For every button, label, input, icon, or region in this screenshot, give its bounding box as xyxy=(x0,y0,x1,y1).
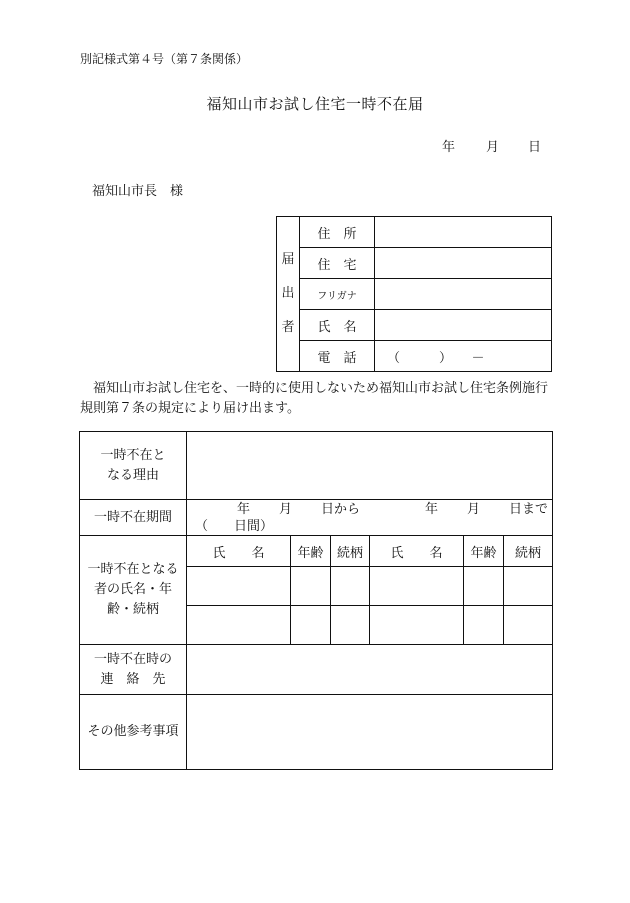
address-field[interactable] xyxy=(375,217,552,248)
person-cell[interactable] xyxy=(504,606,553,645)
residence-label: 住 宅 xyxy=(300,248,375,279)
document-title: 福知山市お試し住宅一時不在届 xyxy=(206,95,424,113)
other-label: その他参考事項 xyxy=(80,695,187,770)
intro-text: 福知山市お試し住宅を、一時的に使用しないため福知山市お試し住宅条例施行規則第７条の規定により届け出ます。 xyxy=(80,381,549,416)
person-cell[interactable] xyxy=(370,606,464,645)
applicant-table xyxy=(276,216,552,372)
person-cell[interactable] xyxy=(291,606,331,645)
applicant-group-label: 届 出 者 xyxy=(277,217,300,372)
col-relation-2: 続柄 xyxy=(504,536,553,567)
period-label: 一時不在期間 xyxy=(80,500,187,536)
col-relation-1: 続柄 xyxy=(331,536,370,567)
person-cell[interactable] xyxy=(370,567,464,606)
person-cell[interactable] xyxy=(187,606,291,645)
person-cell[interactable] xyxy=(331,606,370,645)
furigana-label: フリガナ xyxy=(300,279,375,310)
absence-table xyxy=(79,431,553,770)
contact-label: 一時不在時の連 絡 先 xyxy=(80,645,187,695)
period-days: （ 日間） xyxy=(195,518,274,534)
col-age-2: 年齢 xyxy=(464,536,504,567)
reason-field[interactable] xyxy=(187,432,553,500)
reason-label: 一時不在となる理由 xyxy=(80,432,187,500)
person-cell[interactable] xyxy=(464,606,504,645)
furigana-field[interactable] xyxy=(375,279,552,310)
name-label: 氏 名 xyxy=(300,310,375,341)
contact-field[interactable] xyxy=(187,645,553,695)
persons-label: 一時不在となる者の氏名・年齢・続柄 xyxy=(80,536,187,645)
person-cell[interactable] xyxy=(187,567,291,606)
name-field[interactable] xyxy=(375,310,552,341)
date-day: 日 xyxy=(528,140,542,155)
other-field[interactable] xyxy=(187,695,553,770)
date-year: 年 xyxy=(442,140,456,155)
phone-field[interactable]: （ ） － xyxy=(375,341,552,372)
phone-label: 電 話 xyxy=(300,341,375,372)
person-cell[interactable] xyxy=(464,567,504,606)
person-cell[interactable] xyxy=(291,567,331,606)
period-field[interactable]: 年 月 日から 年 月 日まで （ 日間） xyxy=(187,500,553,536)
col-name-1: 氏 名 xyxy=(187,536,291,567)
form-reference: 別記様式第４号（第７条関係） xyxy=(80,52,249,66)
person-cell[interactable] xyxy=(504,567,553,606)
residence-field[interactable] xyxy=(375,248,552,279)
date-line xyxy=(442,136,541,155)
col-age-1: 年齢 xyxy=(291,536,331,567)
person-cell[interactable] xyxy=(331,567,370,606)
addressee: 福知山市長 様 xyxy=(92,184,184,199)
col-name-2: 氏 名 xyxy=(370,536,464,567)
address-label: 住 所 xyxy=(300,217,375,248)
date-month: 月 xyxy=(486,140,500,155)
